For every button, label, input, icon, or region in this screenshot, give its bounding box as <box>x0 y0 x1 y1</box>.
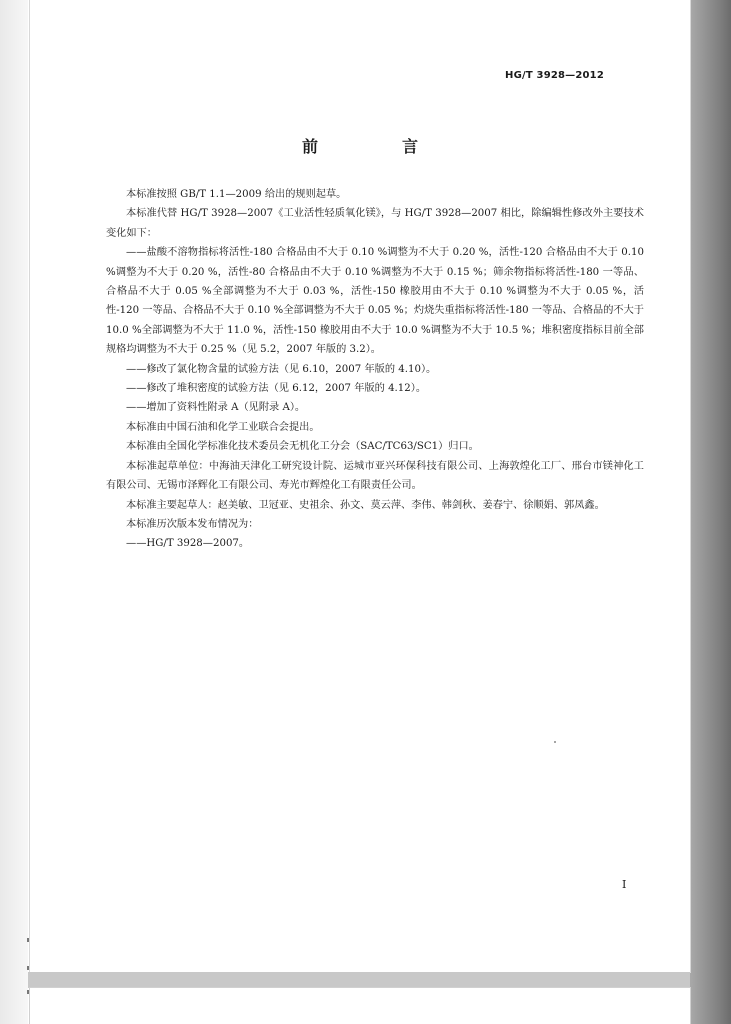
paragraph: ——增加了资料性附录 A（见附录 A）。 <box>126 402 306 414</box>
page-title: 前 言 <box>301 137 452 156</box>
paragraph: ——修改了氯化物含量的试验方法（见 6.10，2007 年版的 4.10）。 <box>126 363 437 375</box>
paragraph: ——HG/T 3928—2007。 <box>126 538 250 550</box>
scan-mark <box>27 990 29 994</box>
paragraph: 本标准历次版本发布情况为： <box>126 518 259 530</box>
paragraph: 本标准由全国化学标准化技术委员会无机化工分会（SAC/TC63/SC1）归口。 <box>126 441 479 453</box>
scan-mark <box>27 966 29 970</box>
page-separator <box>28 972 690 988</box>
scan-speck <box>554 741 556 743</box>
paragraph: 本标准由中国石油和化学工业联合会提出。 <box>126 421 320 433</box>
standard-code-header: HG/T 3928—2012 <box>505 70 604 81</box>
viewer-left-margin <box>0 0 28 1024</box>
foreword-body <box>106 185 644 554</box>
paragraph: 本标准按照 GB/T 1.1—2009 给出的规则起草。 <box>126 189 347 200</box>
scan-mark <box>27 938 29 942</box>
paragraph: ——修改了堆积密度的试验方法（见 6.12，2007 年版的 4.12）。 <box>126 383 427 395</box>
paragraph: 本标准主要起草人：赵美敏、卫冠亚、史祖余、孙文、莫云萍、李伟、韩剑秋、姜春宁、徐顺娟、郭凤鑫。 <box>126 499 605 511</box>
document-page <box>30 0 690 972</box>
page-number: I <box>622 878 627 891</box>
paragraph: 本标准代替 HG/T 3928—2007《工业活性轻质氧化镁》，与 HG/T 3928—2007 相比，除编辑性修改外主要技术变化如下： <box>106 208 644 239</box>
paragraph: 本标准起草单位：中海油天津化工研究设计院、运城市亚兴环保科技有限公司、上海敦煌化工厂、邢台市镁神化工有限公司、无锡市泽辉化工有限公司、寿光市辉煌化工有限责任公司。 <box>106 460 644 492</box>
next-page-top <box>30 988 690 1024</box>
paragraph: ——盐酸不溶物指标将活性-180 合格品由不大于 0.10 %调整为不大于 0.20 %，活性-120 合格品由不大于 0.10 %调整为不大于 0.20 %，活性-80 合格品由不大于 0.10 %调整为不大于 0.15 %；筛余物指标将活性-180 一等品、合格品不大于 0.05 %全部调整为不大于 0.03 %，活性-150 橡胶用由不大于 0.10 %调整为不大于 0.05 %，活性-120 一等品、合格品不大于 0.10 %全部调整为不大于 0.05 %；灼烧失重指标将活性-180 一等品、合格品的不大于 10.0 %全部调整为不大于 11.0 %，活性-150 橡胶用由不大于 10.0 %调整为不大于 10.5 %；堆积密度指标目前全部规格均调整为不大于 0.25 %（见 5.2，2007 年版的 3.2）。 <box>106 247 644 356</box>
